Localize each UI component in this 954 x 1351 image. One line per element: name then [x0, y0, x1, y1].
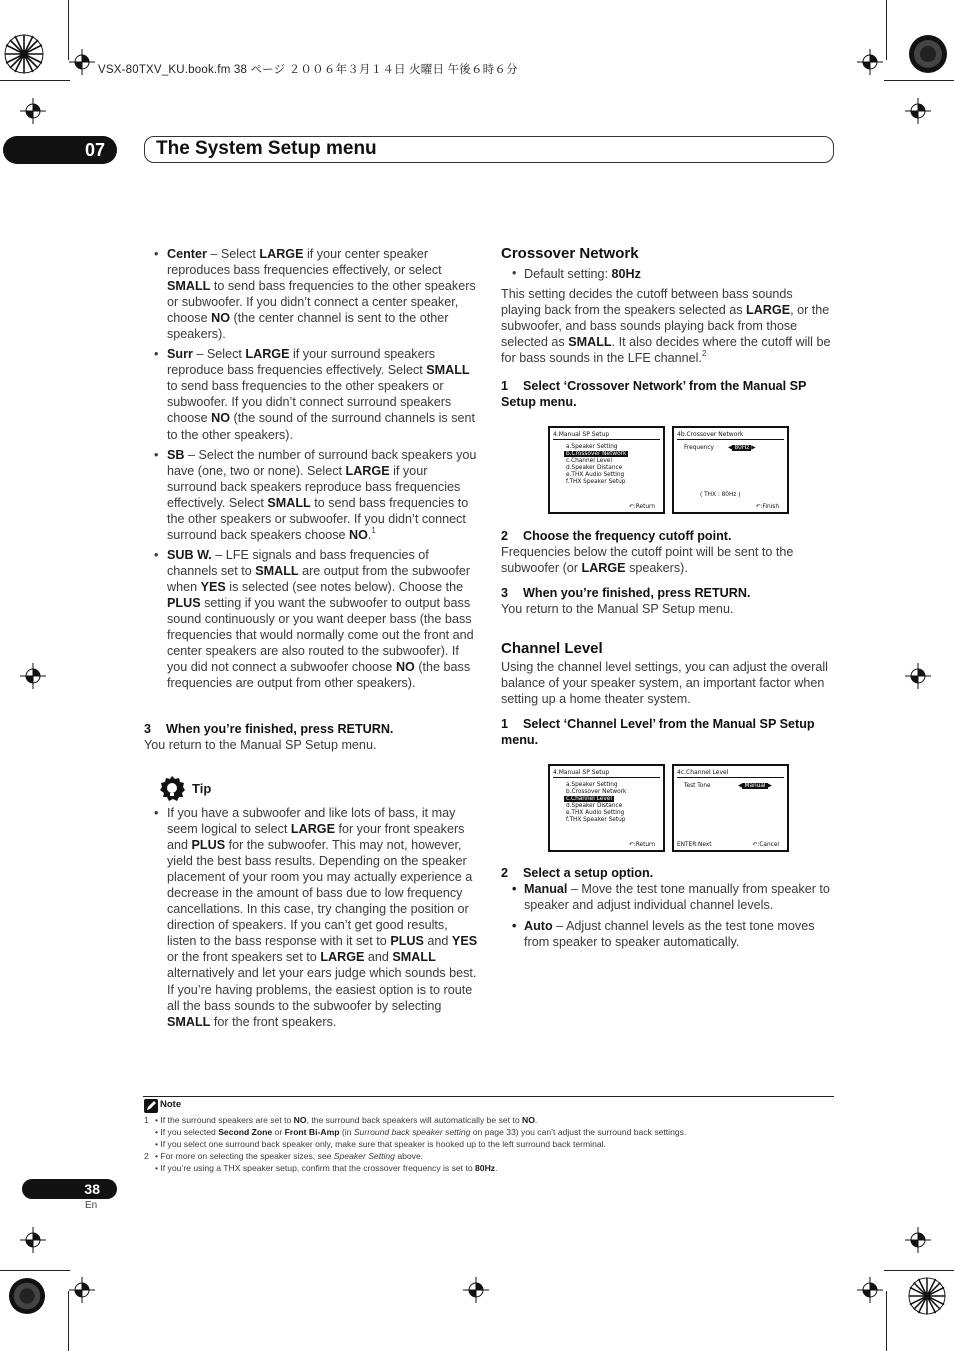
crop-line — [886, 0, 887, 60]
setup-options — [512, 881, 835, 950]
crop-line — [884, 80, 954, 81]
crossover-step-2-text: Frequencies below the cutoff point will be sent to the subwoofer (or LARGE speakers). — [501, 545, 794, 576]
default-setting-text: Default setting: 80Hz — [524, 267, 641, 281]
option-auto-text: Auto – Adjust channel levels as the test tone moves from speaker to speaker automatically. — [524, 919, 815, 950]
channel-level-screen — [672, 764, 789, 852]
arrow-right-icon: ▶ — [751, 445, 756, 451]
channel-level-description: Using the channel level settings, you can adjust the overall balance of your speaker system, an important factor when setting up a home theater system. — [501, 660, 828, 707]
enter-next-hint: ENTER:Next — [677, 842, 712, 848]
step-label: Choose the frequency cutoff point. — [523, 529, 732, 543]
tip-bullet — [154, 805, 479, 1030]
footnote-line — [144, 1114, 834, 1126]
crop-line — [0, 1270, 70, 1271]
footnote-line — [144, 1162, 834, 1174]
footnote-number: 1 — [144, 1115, 149, 1125]
footnote-number: 2 — [144, 1151, 149, 1161]
screen-divider — [677, 777, 784, 778]
step-label: Select ‘Channel Level’ from the Manual SP Setup menu. — [501, 717, 815, 747]
crop-line — [0, 80, 70, 81]
arrow-right-icon: ▶ — [767, 783, 773, 789]
note-divider — [143, 1096, 834, 1097]
language-code: En — [85, 1200, 98, 1211]
footnotes — [144, 1114, 834, 1174]
step-number: 2 — [501, 529, 509, 543]
option-manual-text: Manual – Move the test tone manually from speaker to speaker and adjust individual channel levels. — [524, 882, 830, 913]
return-hint: ↶:Return — [628, 842, 655, 848]
crossover-heading: Crossover Network — [501, 245, 639, 262]
left-step-3 — [144, 721, 479, 737]
crop-line — [68, 0, 69, 60]
footnote-text: • If you selected Second Zone or Front Bi-Amp (in Surround back speaker setting on page 33) you can’t adjust the surround back settings. — [155, 1127, 687, 1137]
test-tone-label: Test Tone — [684, 783, 711, 789]
footnote-text: • For more on selecting the speaker sizes, see Speaker Setting above. — [155, 1151, 424, 1161]
channel-level-step-1 — [501, 716, 835, 748]
bullet-surr-text: Surr – Select LARGE if your surround speakers reproduce bass frequencies effectively. Select SMALL to send bass frequencies to the other speakers or subwoofer. If you didn’t connect surround speakers choose NO (the sound of the surround channels is sent to the other speakers). — [167, 347, 476, 442]
crossover-description: This setting decides the cutoff between bass sounds playing back from the speakers selected as LARGE, or the subwoofer, and bass sounds playing back from those selected as SMALL. It also decides where the cutoff will be for bass sounds in the LFE channel.$^2$ — [501, 287, 831, 366]
tip-icon — [158, 775, 186, 808]
footnote-line — [144, 1138, 834, 1150]
bullet-sb-text: SB – Select the number of surround back speakers you have (one, two or none). Select LARGE if your surround back speakers reproduce bass frequencies effectively. Select SMALL to send bass frequencies to the other speakers or subwoofer. If you didn’t connect surround back speakers choose NO.$^1$ — [167, 447, 477, 542]
list-item — [154, 246, 479, 342]
bullet-center-text: Center – Select LARGE if your center speaker reproduces bass frequencies effectively, or select SMALL to send bass frequencies to the other speakers or subwoofer. If you didn’t connect a center speaker, choose NO (the center channel is sent to the other speakers). — [167, 247, 476, 342]
channel-level-step-2 — [501, 865, 835, 881]
test-tone-value: Manual — [744, 783, 766, 789]
step-label: Select a setup option. — [523, 866, 654, 880]
footnote-line — [144, 1126, 834, 1138]
step-number: 3 — [501, 586, 509, 600]
step-number: 1 — [501, 379, 509, 393]
left-step-3-text: You return to the Manual SP Setup menu. — [144, 738, 377, 752]
step-number: 2 — [501, 866, 509, 880]
arrow-left-icon: ◀ — [728, 445, 733, 451]
footnote-text: • If you’re using a THX speaker setup, confirm that the crossover frequency is set to 80Hz. — [155, 1163, 498, 1173]
screen-title: 4.Manual SP Setup — [553, 431, 610, 438]
step-number: 1 — [501, 717, 509, 731]
thx-crossover-line: ( THX : 80Hz ) — [700, 492, 741, 498]
bullet-dot: • — [154, 447, 159, 462]
menu-item: d.Speaker Distance — [566, 803, 623, 809]
bullet-dot: • — [154, 347, 159, 362]
arrow-left-icon: ◀ — [738, 783, 743, 789]
bullet-dot: • — [512, 919, 517, 934]
screen-divider — [677, 439, 784, 440]
frequency-value: 80Hz — [734, 445, 750, 451]
footnote-line — [144, 1150, 834, 1162]
manual-sp-setup-screen — [548, 426, 665, 514]
list-item — [512, 918, 835, 950]
crop-line — [68, 1291, 69, 1351]
menu-item: c.Channel Level — [566, 458, 612, 464]
step-label: Select ‘Crossover Network’ from the Manual SP Setup menu. — [501, 379, 807, 409]
menu-item: b.Crossover Network — [566, 789, 627, 795]
menu-item: f.THX Speaker Setup — [566, 479, 626, 485]
list-item — [154, 547, 479, 691]
list-item — [154, 346, 479, 442]
registration-mark-icon — [857, 49, 883, 75]
screen-divider — [553, 439, 660, 440]
registration-mark-icon — [905, 98, 931, 124]
menu-item-selected: c.Channel Level — [566, 796, 612, 802]
cancel-hint: ↶:Cancel — [752, 842, 779, 848]
menu-item: e.THX Audio Setting — [566, 472, 625, 478]
screen-title: 4c.Channel Level — [677, 769, 729, 776]
tip-label: Tip — [192, 781, 212, 796]
registration-mark-icon — [857, 1277, 883, 1303]
step-label: When you’re finished, press RETURN. — [523, 586, 751, 600]
manual-sp-setup-screen-2 — [548, 764, 665, 852]
crossover-step-2 — [501, 528, 835, 544]
crop-line — [884, 1270, 954, 1271]
chapter-number: 07 — [3, 136, 117, 164]
screen-title: 4b.Crossover Network — [677, 431, 744, 438]
bullet-dot: • — [512, 266, 517, 280]
list-item — [512, 881, 835, 913]
footnote-text: • If you select one surround back speaker only, make sure that speaker is hooked up to the left surround back terminal. — [155, 1139, 606, 1149]
bullet-dot: • — [512, 882, 517, 896]
crossover-default — [512, 265, 641, 283]
finish-hint: ↶:Finish — [755, 504, 779, 510]
crossover-step-3-text: You return to the Manual SP Setup menu. — [501, 602, 734, 616]
menu-item: e.THX Audio Setting — [566, 810, 625, 816]
menu-item: a.Speaker Setting — [566, 782, 618, 788]
step-label: When you’re finished, press RETURN. — [166, 722, 394, 736]
step-number: 3 — [144, 722, 152, 736]
crossover-step-1 — [501, 378, 835, 410]
return-hint: ↶:Return — [628, 504, 655, 510]
menu-item: d.Speaker Distance — [566, 465, 623, 471]
footnote-text: • If the surround speakers are set to NO, the surround back speakers will automatically be set to NO. — [155, 1115, 538, 1125]
registration-mark-icon — [905, 663, 931, 689]
crossover-step-3 — [501, 585, 835, 601]
screen-divider — [553, 777, 660, 778]
registration-mark-icon — [69, 1277, 95, 1303]
bullet-dot: • — [154, 547, 159, 562]
screen-title: 4.Manual SP Setup — [553, 769, 610, 776]
registration-mark-icon — [20, 98, 46, 124]
registration-mark-icon — [463, 1277, 489, 1303]
note-label: Note — [160, 1099, 182, 1110]
registration-mark-icon — [69, 49, 95, 75]
menu-item-selected: b.Crossover Network — [566, 451, 627, 457]
registration-mark-icon — [20, 663, 46, 689]
crop-line — [886, 1291, 887, 1351]
frequency-label: Frequency — [684, 445, 714, 451]
bullet-subw-text: SUB W. – LFE signals and bass frequencies of channels set to SMALL are output from the subwoofer when YES is selected (see notes below). Choose the PLUS setting if you want the subwoofer to output bass sound continuously or you want deeper bass (the bass frequencies that would normally come out the front and center speakers are also routed to the subwoofer). If you did not connect a subwoofer choose NO (the bass frequencies are output from other speakers). — [167, 547, 474, 691]
registration-mark-icon — [20, 1227, 46, 1253]
list-item — [154, 447, 479, 543]
bullet-dot: • — [154, 247, 159, 261]
page-number: 38 — [22, 1179, 117, 1199]
bullet-dot: • — [154, 806, 159, 820]
speaker-bullets — [154, 246, 479, 691]
registration-mark-icon — [905, 1227, 931, 1253]
channel-level-heading: Channel Level — [501, 640, 603, 657]
crossover-network-screen — [672, 426, 789, 514]
menu-item: a.Speaker Setting — [566, 444, 618, 450]
file-info: VSX-80TXV_KU.book.fm 38 ページ ２００６年３月１４日 火曜日 午後６時６分 — [98, 64, 518, 76]
tip-text: If you have a subwoofer and like lots of bass, it may seem logical to select LARGE for your front speakers and PLUS for the subwoofer. This may not, however, yield the best bass results. Depending on the speaker placement of your room you may actually experience a decrease in the amount of bass due to low frequency cancellations. In this case, try changing the position or direction of speakers. If you can’t get good results, listen to the bass response with it set to PLUS and YES or the front speakers set to LARGE and SMALL alternatively and let your ears judge which sounds best. If you’re having problems, the easiest option is to route all the bass sounds to the subwoofer by selecting SMALL for the front speakers. — [167, 806, 478, 1029]
chapter-title: The System Setup menu — [156, 138, 377, 159]
menu-item: f.THX Speaker Setup — [566, 817, 626, 823]
